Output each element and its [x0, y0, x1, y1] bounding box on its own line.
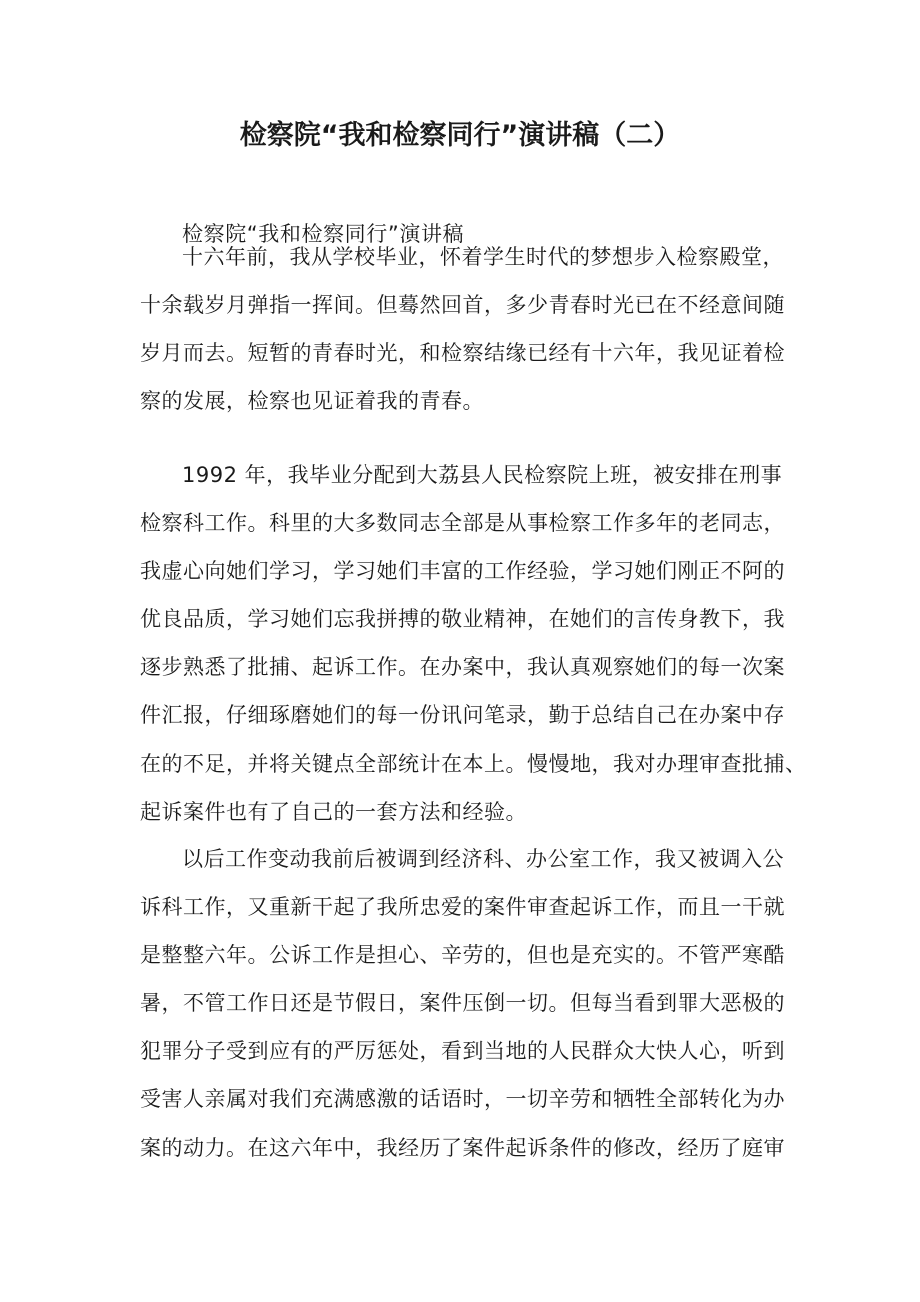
paragraph-line: 以后工作变动我前后被调到经济科、办公室工作，我又被调入公	[182, 847, 784, 871]
paragraph-line: 案的动力。在这六年中，我经历了案件起诉条件的修改，经历了庭审	[140, 1135, 785, 1160]
paragraph-line: 逐步熟悉了批捕、起诉工作。在办案中，我认真观察她们的每一次案	[140, 655, 785, 680]
paragraph-line: 在的不足，并将关键点全部统计在本上。慢慢地，我对办理审查批捕、	[140, 751, 807, 776]
paragraph-line: 件汇报，仔细琢磨她们的每一份讯问笔录，勤于总结自己在办案中存	[140, 703, 785, 728]
document-title: 检察院“我和检察同行”演讲稿（二）	[239, 120, 681, 151]
paragraph-line: 是整整六年。公诉工作是担心、辛劳的，但也是充实的。不管严寒酷	[140, 943, 785, 968]
document-subtitle: 检察院“我和检察同行”演讲稿	[182, 222, 465, 246]
paragraph-line: 1992 年，我毕业分配到大荔县人民检察院上班，被安排在刑事	[182, 463, 783, 487]
paragraph-1	[140, 233, 785, 425]
paragraph-line: 起诉案件也有了自己的一套方法和经验。	[140, 799, 527, 824]
paragraph-line: 检察科工作。科里的大多数同志全部是从事检察工作多年的老同志，	[140, 511, 785, 536]
paragraph-line: 暑，不管工作日还是节假日，案件压倒一切。但每当看到罪大恶极的	[140, 991, 785, 1016]
paragraph-line: 十余载岁月弹指一挥间。但蓦然回首，多少青春时光已在不经意间随	[140, 293, 785, 318]
paragraph-line: 诉科工作，又重新干起了我所忠爱的案件审查起诉工作，而且一干就	[140, 895, 785, 920]
paragraph-line: 岁月而去。短暂的青春时光，和检察结缘已经有十六年，我见证着检	[140, 341, 785, 366]
paragraph-line: 十六年前，我从学校毕业，怀着学生时代的梦想步入检察殿堂，	[182, 245, 784, 269]
paragraph-line: 我虚心向她们学习，学习她们丰富的工作经验，学习她们刚正不阿的	[140, 559, 785, 584]
paragraph-line: 优良品质，学习她们忘我拼搏的敬业精神，在她们的言传身教下，我	[140, 607, 785, 632]
paragraph-3	[140, 835, 785, 1172]
paragraph-line: 察的发展，检察也见证着我的青春。	[140, 389, 484, 414]
paragraph-2	[140, 451, 807, 836]
paragraph-line: 受害人亲属对我们充满感激的话语时，一切辛劳和牺牲全部转化为办	[140, 1087, 785, 1112]
paragraph-line: 犯罪分子受到应有的严厉惩处，看到当地的人民群众大快人心，听到	[140, 1039, 785, 1064]
